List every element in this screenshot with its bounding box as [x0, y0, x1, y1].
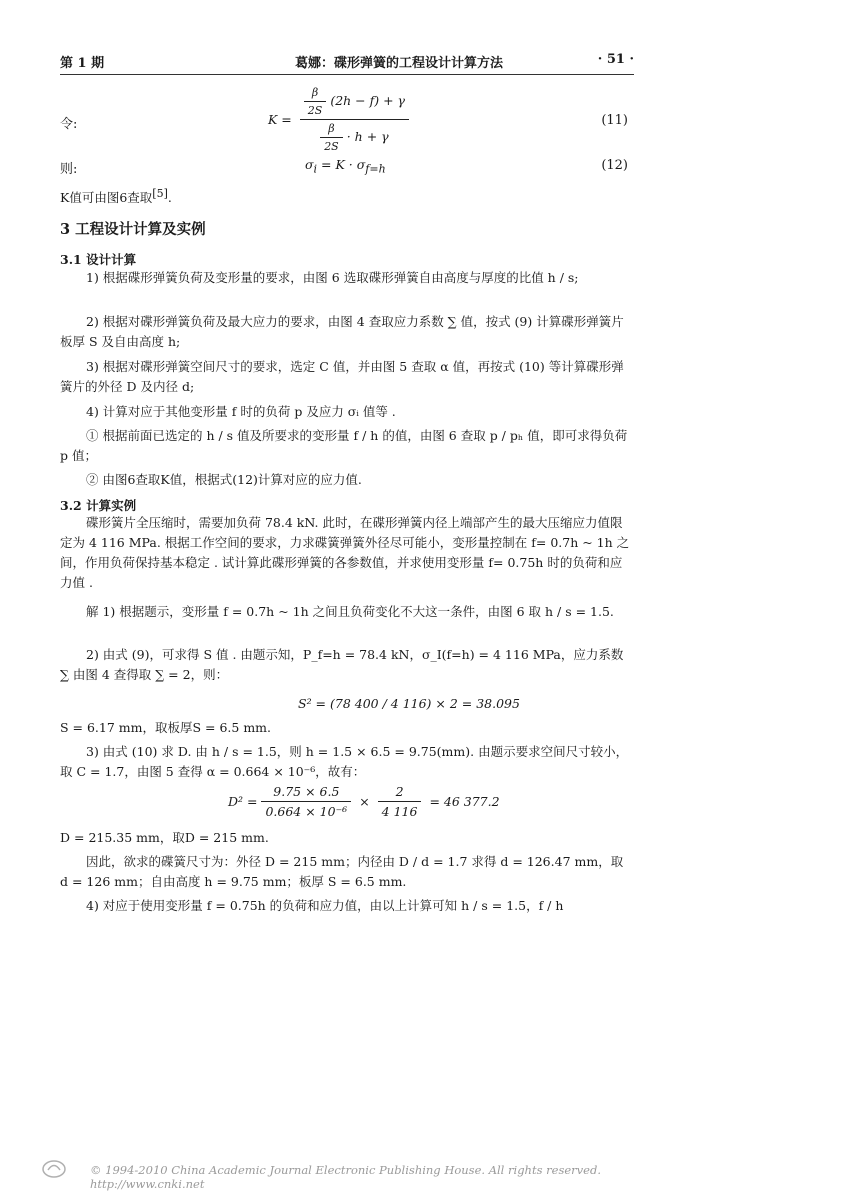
copyright-text: © 1994-2010 China Academic Journal Electronic Publishing House. All rights reserved. http://www.cnki.net: [90, 1163, 601, 1191]
page-number: · 51 ·: [597, 52, 634, 67]
equation-12: [305, 157, 386, 176]
solution-step-2: 2) 由式 (9)，可求得 S 值 . 由题示知，P_f=h = 78.4 kN，σ_I(f=h) = 4 116 MPa，应力系数 ∑ 由图 4 查得取 ∑ = 2，则：: [60, 647, 624, 682]
eq-d2-f2-top: 2: [378, 784, 422, 802]
eq-d2-f1-top: 9.75 × 6.5: [261, 784, 351, 802]
cnki-logo-icon: [40, 1158, 70, 1180]
header-rule: [60, 74, 634, 75]
example-intro: 碟形簧片全压缩时，需要加负荷 78.4 kN. 此时，在碟形弹簧内径上端部产生的最大压缩应力值限定为 4 116 MPa. 根据工作空间的要求，力求碟簧弹簧外径尽可能小，变形量控制在 f= 0.7h ~ 1h 之间，作用负荷保持基本稳定 . 试计算此碟形弹簧的各参数值，并求使用变形量 f= 0.75h 时的负荷和应力值 .: [60, 515, 630, 590]
eq11-den-2s: 2S: [324, 140, 339, 153]
eq12-sigma: σ: [305, 157, 314, 172]
eq11-num-beta: β: [304, 86, 327, 102]
eq-d2-fraction-2: [378, 784, 422, 819]
s31-item-5: ① 根据前面已选定的 h / s 值及所要求的变形量 f / h 的值，由图 6 查取 p / pₕ 值，即可求得负荷 p 值；: [60, 428, 628, 463]
issue-number: 第 1 期: [60, 56, 105, 71]
copyright-footer: [40, 1158, 660, 1191]
equation-11: [268, 86, 409, 153]
eq12-mid: = K · σ: [317, 157, 366, 172]
eq11-num-beta-frac: [304, 86, 327, 117]
solution-step-3: 3) 由式 (10) 求 D. 由 h / s = 1.5，则 h = 1.5 × 6.5 = 9.75(mm). 由题示要求空间尺寸较小，取 C = 1.7，由图 5 查得 α = 0.664 × 10⁻⁶，故有：: [60, 744, 629, 779]
eq12-sub-i: i: [313, 162, 318, 176]
eq-d2-lhs: D² =: [228, 794, 258, 809]
equation-d-squared: [228, 784, 500, 819]
eq-d2-fraction-1: [261, 784, 351, 819]
solution-step-1: 解 1) 根据题示，变形量 f = 0.7h ~ 1h 之间且负荷变化不大这一条件，由图 6 取 h / s = 1.5.: [86, 604, 614, 619]
eq-d2-times: ×: [359, 794, 370, 809]
eq11-den-beta: β: [320, 122, 343, 138]
d-result: D = 215.35 mm，取D = 215 mm.: [60, 830, 269, 845]
eq12-sub-fh: f=h: [365, 162, 386, 176]
eq11-lhs: K =: [268, 112, 292, 127]
eq11-num-2s: 2S: [307, 104, 323, 117]
section-3-heading: 3 工程设计计算及实例: [60, 221, 206, 238]
s31-item-4: 4) 计算对应于其他变形量 f 时的负荷 p 及应力 σᵢ 值等 .: [86, 404, 396, 419]
eq11-den-rest: · h + γ: [346, 129, 389, 144]
eq11-number: (11): [601, 113, 628, 128]
equation-s-squared: S² = (78 400 / 4 116) × 2 = 38.095: [298, 696, 520, 711]
eq11-main-fraction: [300, 86, 409, 153]
s31-item-2: 2) 根据对碟形弹簧负荷及最大应力的要求，由图 4 查取应力系数 ∑ 值，按式 (9) 计算碟形弹簧片板厚 S 及自由高度 h;: [60, 314, 624, 349]
k-note-ref: [5]: [152, 187, 168, 200]
eq11-num-rest: (2h − f) + γ: [330, 93, 406, 108]
eq-d2-rhs: = 46 377.2: [429, 794, 500, 809]
eq11-den-beta-frac: [320, 122, 343, 153]
running-title: 葛娜：碟形弹簧的工程设计计算方法: [295, 56, 504, 71]
section-3-1-heading: 3.1 设计计算: [60, 252, 137, 267]
eq-d2-f1-bottom: 0.664 × 10⁻⁶: [265, 804, 348, 819]
eq12-number: (12): [601, 158, 628, 173]
eq-d2-f2-bottom: 4 116: [381, 804, 418, 819]
eq11-denominator: [300, 120, 409, 153]
solution-step-4: 4) 对应于使用变形量 f = 0.75h 的负荷和应力值，由以上计算可知 h / s = 1.5，f / h: [86, 898, 564, 913]
s31-item-1: 1) 根据碟形弹簧负荷及变形量的要求，由图 6 选取碟形弹簧自由高度与厚度的比值 h / s;: [86, 270, 579, 285]
eq11-numerator: [300, 86, 409, 120]
running-header: [60, 50, 634, 72]
conclusion: 因此，欲求的碟簧尺寸为：外径 D = 215 mm；内径由 D / d = 1.7 求得 d = 126.47 mm，取 d = 126 mm；自由高度 h = 9.75 mm；板厚 S = 6.5 mm.: [60, 854, 624, 889]
k-note: K值可由图6查取[5].: [60, 187, 172, 206]
section-3-2-heading: 3.2 计算实例: [60, 498, 137, 513]
k-note-text: K值可由图6查取: [60, 190, 153, 206]
eq12-label: 则:: [60, 162, 78, 177]
s31-item-3: 3) 根据对碟形弹簧空间尺寸的要求，选定 C 值，并由图 5 查取 α 值，再按式 (10) 等计算碟形弹簧片的外径 D 及内径 d;: [60, 359, 624, 394]
eq11-label: 令:: [60, 117, 78, 132]
s31-item-6: ② 由图6查取K值，根据式(12)计算对应的应力值.: [86, 472, 362, 487]
s-result: S = 6.17 mm，取板厚S = 6.5 mm.: [60, 720, 272, 735]
